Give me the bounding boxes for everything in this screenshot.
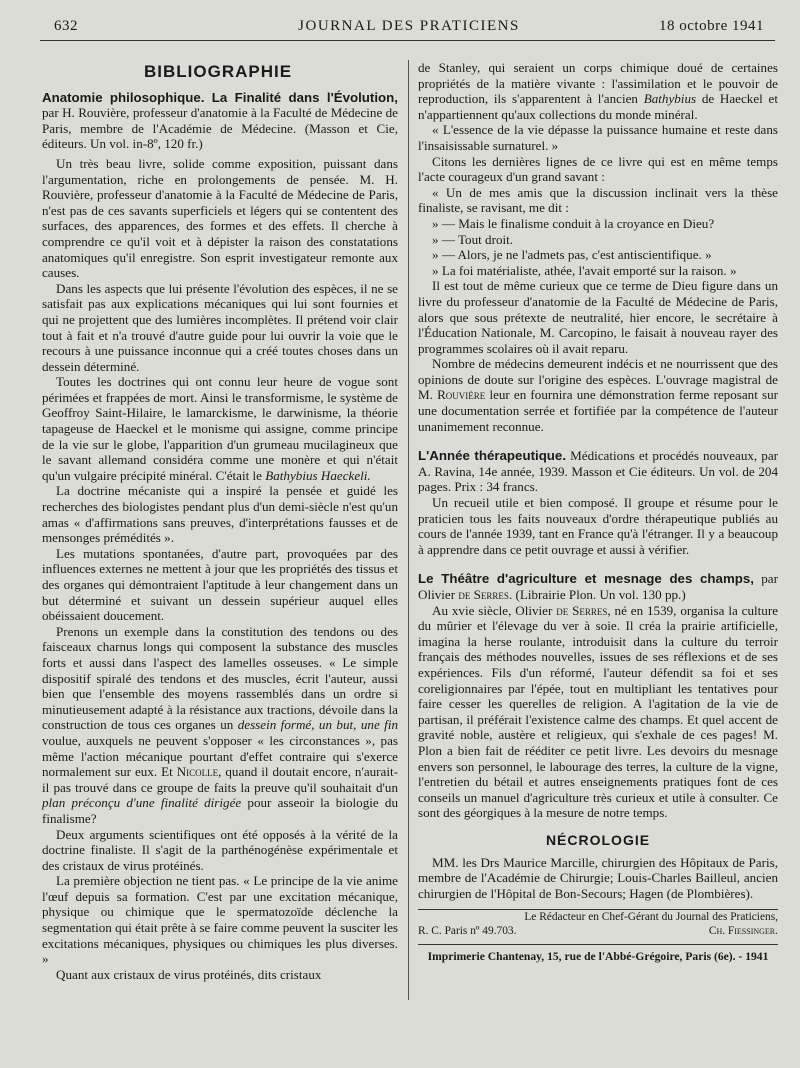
editor-line: Le Rédacteur en Chef-Gérant du Journal des Praticiens,	[524, 911, 778, 924]
text-run: de Haeckel et n'appartiennent qu'aux collections du monde minéral.	[418, 91, 778, 122]
paragraph: Quant aux cristaux de virus protéinés, dits cristaux	[56, 966, 322, 982]
editor-name: Ch. Fiessinger.	[708, 925, 778, 938]
header-rule	[40, 40, 775, 41]
author-name: Nicolle	[176, 764, 219, 780]
author-name: Rouvière	[437, 387, 486, 403]
text-run: Au xvie siècle, Olivier	[432, 602, 553, 618]
right-column	[418, 60, 778, 965]
paragraph: Un très beau livre, solide comme exposition, puissant dans l'argumentation, riche en prolongements de pensée. M. H. Rouvière, professeur d'anatomie à la Faculté de Médecine de Paris, n'est pas de ces savants superficiels et légers qui se contentent des surfaces, des apparences, des formes et des effets. Il cherche à comprendre ce qu'il voit et à dépister la raison des constatations anatomiques qu'il enregistre. Son esprit investigateur remonte aux causes.	[42, 155, 398, 281]
paragraph: « L'essence de la vie dépasse la puissance humaine et reste dans l'insaisissable surnaturel. »	[418, 122, 778, 153]
text-run: Toutes les doctrines qui ont connu leur heure de vogue sont périmées et frappées de mort. Ainsi le transformisme, le système de Geoffroy Saint-Hilaire, le lamarckisme, le darwinisme, la théorie tapageuse de Haeckel et le monisme qui assigne, comme principe de la vie sur le globe, l'apparition d'un grumeau mucilagineux que le savant allemand considéra comme une monère et qui n'était qu'un vulgaire précipité minéral. C'était le	[42, 374, 398, 483]
quote-line: » La foi matérialiste, athée, l'avait emporté sur la raison. »	[432, 262, 737, 278]
editor-credit	[418, 910, 778, 938]
issue-date: 18 octobre 1941	[659, 18, 764, 34]
text-run: par Olivier	[418, 571, 778, 602]
paragraph: Deux arguments scientifiques ont été opposés à la vérité de la doctrine finaliste. Il s'agit de la parthénogénèse expérimentale et des cristaux de virus protéinés.	[42, 826, 398, 873]
paragraph	[418, 603, 778, 821]
necrologie-title: NÉCROLOGIE	[545, 831, 651, 848]
paragraph: Les mutations spontanées, d'autre part, provoquées par des influences externes ne mettent à jour que les propriétés des tissus et des organes qui démontraient l'aptitude à leur changement dans un but déterminé et suivant un dessein supérieur auquel elles obéissaient doucement.	[42, 545, 398, 624]
author-name: de Serres	[556, 602, 608, 618]
entry-heading-annee-therapeutique	[418, 448, 778, 495]
paragraph: Il est tout de même curieux que ce terme de Dieu figure dans un livre du professeur d'anatomie de la Faculté de Médecine de Paris, alors que sous prétexte de neutralité, hier encore, le secrétaire à l'Éducation Nationale, M. Carcopino, le faisait à nouveau rayer des programmes scolaires où il avait reparu.	[418, 278, 778, 356]
editor-row	[418, 924, 778, 938]
text-run: leur en fournira une démonstration ferme reposant sur une documentation serrée et fortifiée par la compétence de l'auteur unanimement reconnue.	[418, 387, 778, 434]
text-run: Prenons un exemple dans la constitution des tendons ou des faisceaux charnus longs qui composent la substance des muscles forts et aussi dans l'aspect des lamelles osseuses. « Le simple dispositif spiralé des tendons et des muscles, écrit l'auteur, aussi bien que l'ensemble des moyens rassemblés dans un ordre si minutieusement adapté à la résistance aux tractions, dévoile dans la construction de tous ces organes un	[42, 623, 398, 733]
entry-title: L'Année thérapeutique.	[418, 448, 567, 464]
quote-line: » — Mais le finalisme conduit à la croyance en Dieu?	[432, 215, 715, 231]
paragraph: Dans les aspects que lui présente l'évolution des espèces, il ne se satisfait pas aux explications mécaniques qui lui sont fournies et qui ne projettent que des lumières incomplètes. Il prétend voir clair tout à fait et n'a trouvé d'autre guide pour lui ouvrir la voie que le recours à une puissance inconnue qui a créé toutes choses dans un dessein déterminé.	[42, 280, 398, 374]
author-name: de Serres	[458, 587, 509, 602]
entry-title: Anatomie philosophique. La Finalité dans l'Évolution,	[42, 89, 398, 105]
bibliography-title: BIBLIOGRAPHIE	[144, 62, 293, 81]
quote-line: » — Alors, je ne l'admets pas, c'est antiscientifique. »	[432, 247, 712, 263]
paragraph: Citons les dernières lignes de ce livre qui est en même temps l'acte courageux d'un grand savant :	[418, 153, 778, 185]
entry-meta: Médications et procédés nouveaux, par A. Ravina, 14e année, 1939. Masson et Cie éditeurs. Un vol. de 204 pages. Prix : 34 francs.	[418, 448, 778, 495]
italic-run: dessein formé, un but, une fin	[237, 717, 398, 733]
running-header	[54, 18, 764, 40]
italic-run: plan préconçu d'une finalité dirigée	[42, 795, 242, 811]
text-run: voulue, auxquels ne peuvent s'opposer « les circonstances », pas même l'action mécanique pourtant d'effet contraire qui s'exerce normalement sur eux. Et	[42, 732, 398, 780]
entry-meta: par H. Rouvière, professeur d'anatomie à la Faculté de Médecine de Paris, membre de l'Académie de Médecine. (Masson et Cie, éditeurs. Un vol. in-8º, 120 fr.)	[42, 105, 398, 152]
paragraph: La première objection ne tient pas. « Le principe de la vie anime l'œuf depuis sa formation. C'est par une excitation mécanique, physique ou chimique que le spermatozoïde déclenche la segmentation qui était prête à se faire comme peuvent la susciter les excitations mécaniques, physiques ou chimiques les plus diverses. »	[42, 873, 398, 967]
imprint-rule	[418, 944, 778, 945]
entry-heading-anatomie	[42, 90, 398, 152]
paragraph	[418, 60, 778, 122]
registry-number: R. C. Paris nº 49.703.	[418, 925, 517, 938]
necrologie-text: MM. les Drs Maurice Marcille, chirurgien des Hôpitaux de Paris, membre de l'Académie de Chirurgie; Louis-Charles Bailleul, ancien chirurgien de l'Hôpital de Bon-Secours; Hagen (de Plombières).	[418, 854, 778, 901]
paragraph	[42, 624, 398, 827]
quote-line: « Un de mes amis que la discussion inclinait vers la thèse finaliste, se ravisant, me dit :	[418, 184, 778, 216]
left-column	[42, 60, 398, 982]
text-run: de Stanley, qui seraient un corps chimique doué de certaines propriétés de la matière vivante : l'assimilation et le pouvoir de reproduction, ils s'apparentent à l'ancien	[418, 60, 778, 107]
text-run: , né en 1539, organisa la culture du mûrier et l'élevage du ver à soie. Il créa la prairie artificielle, imagina la herse roulante, introduisit dans la culture du terroir français des méthodes nouvelles, issues de ses réflexions et de ses expériences. Fils d'un réformé, l'auteur défendit sa foi et ses coreligionnaires par l'épée, tout en multipliant les tentatives pour faire cesser les querelles de religion. A l'agitation de la vie de partisan, il préférait l'existence calme des champs. Et quel accent de gravité noble, austère et religieux, qui s'exhale de ces pages! M. Plon a bien fait de rééditer ce petit livre. Les devoirs du mesnage envers son personnel, le labourage des terres, la culture de la vigne, l'entretien du bétail et autres enseignements pratiques font de ces conseils un manuel d'agriculture très curieux et utile à consulter. Ce sont des géorgiques à la mesure de notre temps.	[418, 602, 779, 821]
quote-line: » — Tout droit.	[432, 231, 514, 247]
entry-heading-theatre-agriculture	[418, 571, 778, 602]
text-run: , quand il doutait encore, n'aurait-il pas trouvé dans ce groupe de faits la preuve qu'il souhaitait d'un	[42, 764, 398, 795]
text-run: Nombre de médecins demeurent indécis et ne nourrissent que des opinions de doute sur l'origine des espèces. L'ouvrage magistral de M.	[418, 356, 778, 403]
column-divider	[408, 60, 409, 1000]
italic-run: Bathybius Haeckeli.	[265, 467, 371, 483]
entry-title: Le Théâtre d'agriculture et mesnage des champs,	[418, 571, 754, 587]
paragraph	[418, 356, 778, 434]
journal-title: JOURNAL DES PRATICIENS	[298, 18, 520, 34]
italic-run: Bathybius	[643, 91, 697, 107]
paragraph: Un recueil utile et bien composé. Il groupe et résume pour le praticien tous les faits nouveaux d'ordre thérapeutique publiés au cours de l'année 1939, tant en France qu'à l'étranger. Il y a beaucoup à apprendre dans ce petit ouvrage et aussi à vérifier.	[418, 495, 778, 557]
paragraph	[42, 374, 398, 483]
paragraph: La doctrine mécaniste qui a inspiré la pensée et guidé les recherches des biologistes pendant plus d'un demi-siècle n'est qu'un amas « d'affirmations sans preuves, d'interprétations fausses et de mensonges prémédités ».	[42, 483, 398, 546]
page-number: 632	[54, 18, 78, 34]
text-run: . (Librairie Plon. Un vol. 130 pp.)	[508, 587, 686, 602]
text-run: pour asseoir la biologie du finalisme?	[42, 795, 398, 826]
imprint-line: Imprimerie Chantenay, 15, rue de l'Abbé-Grégoire, Paris (6e). - 1941	[427, 950, 769, 964]
